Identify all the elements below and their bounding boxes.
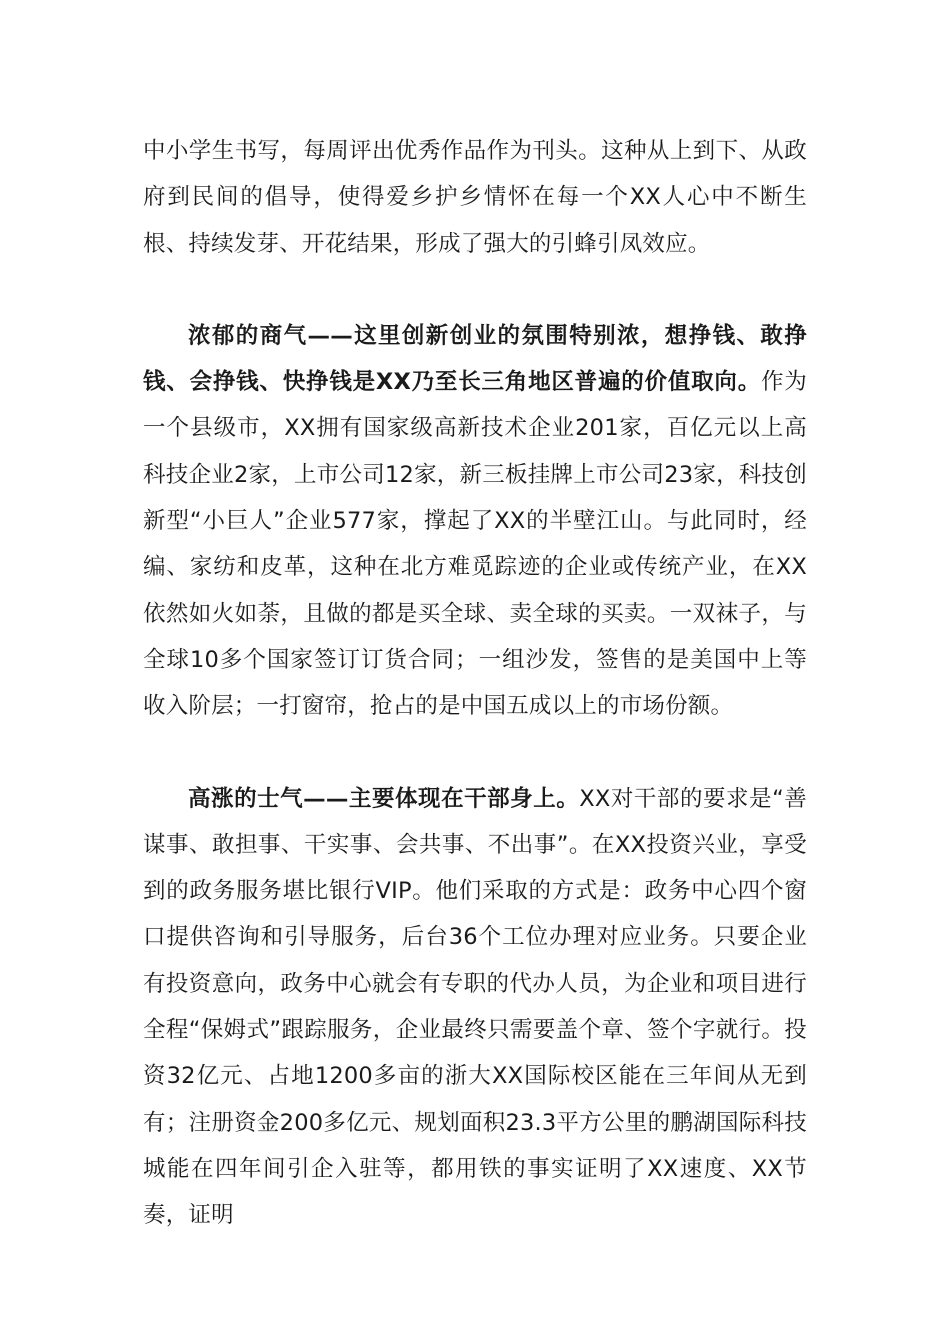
- paragraph-3-text: XX对干部的要求是“善谋事、敢担事、干实事、会共事、不出事”。在XX投资兴业，享受到的政务服务堪比银行VIP。他们采取的方式是：政务中心四个窗口提供咨询和引导服务，后台36个工位办理对应业务。只要企业有投资意向，政务中心就会有专职的代办人员，为企业和项目进行全程“保姆式”跟踪服务，企业最终只需要盖个章、签个字就行。投资32亿元、占地1200多亩的浙大XX国际校区能在三年间从无到有；注册资金200多亿元、规划面积23.3平方公里的鹏湖国际科技城能在四年间引企入驻等，都用铁的事实证明了XX速度、XX节奏，证明: [143, 785, 807, 1229]
- paragraph-2: [143, 313, 807, 730]
- document-body: [143, 128, 807, 1239]
- paragraph-3: [143, 776, 807, 1239]
- paragraph-1-text: 中小学生书写，每周评出优秀作品作为刊头。这种从上到下、从政府到民间的倡导，使得爱乡护乡情怀在每一个XX人心中不断生根、持续发芽、开花结果，形成了强大的引蜂引凤效应。: [143, 138, 807, 257]
- paragraph-1: [143, 128, 807, 267]
- paragraph-3-lead: 高涨的士气——主要体现在干部身上。: [188, 785, 580, 812]
- paragraph-2-lead: 浓郁的商气——这里创新创业的氛围特别浓，想挣钱、敢挣钱、会挣钱、快挣钱是XX乃至长三角地区普遍的价值取向。: [143, 322, 807, 396]
- paragraph-2-text: 作为一个县级市，XX拥有国家级高新技术企业201家，百亿元以上高科技企业2家，上市公司12家，新三板挂牌上市公司23家，科技创新型“小巨人”企业577家，撑起了XX的半壁江山。与此同时，经编、家纺和皮革，这种在北方难觅踪迹的企业或传统产业，在XX依然如火如荼，且做的都是买全球、卖全球的买卖。一双袜子，与全球10多个国家签订订货合同；一组沙发，签售的是美国中上等收入阶层；一打窗帘，抢占的是中国五成以上的市场份额。: [143, 369, 807, 720]
- paragraph-spacer: [143, 730, 807, 776]
- paragraph-spacer: [143, 267, 807, 313]
